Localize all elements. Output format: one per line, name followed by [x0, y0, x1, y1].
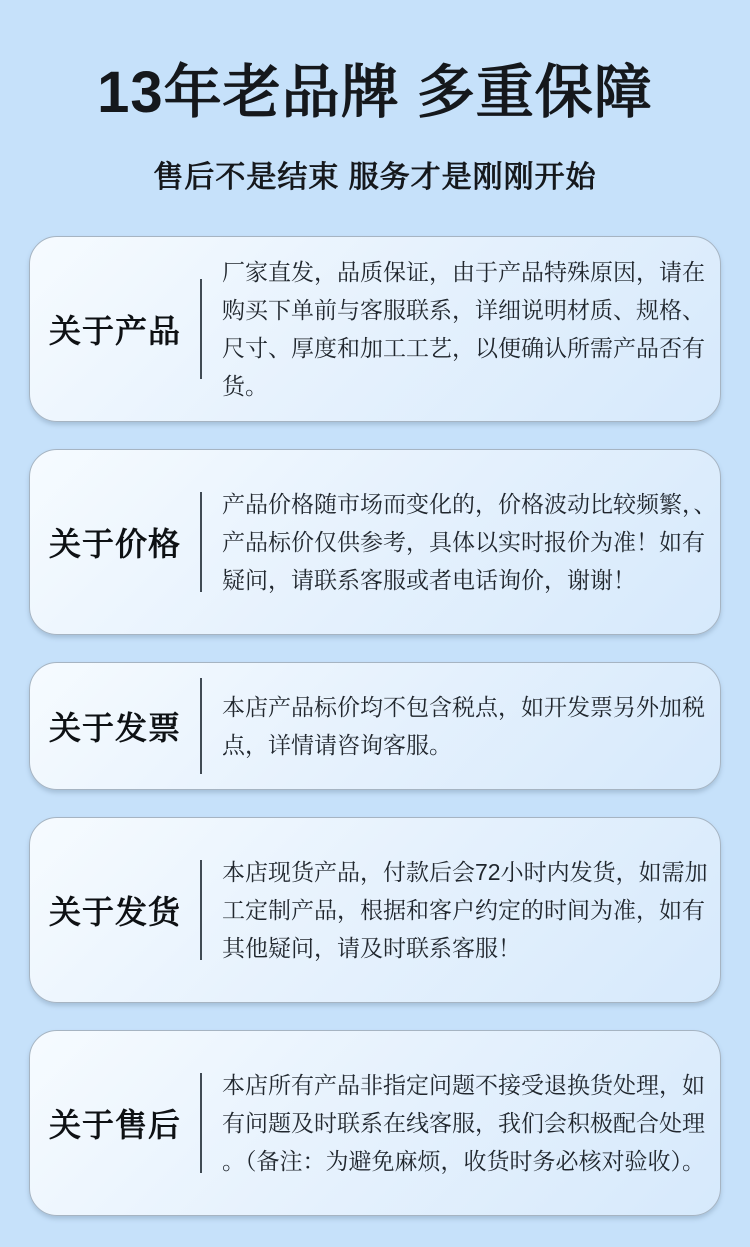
card-text-line: 其他疑问，请及时联系客服！: [222, 935, 521, 961]
card-text-line: 厂家直发，品质保证，由于产品特殊原因，请在: [222, 259, 705, 285]
hero-section: [0, 0, 750, 196]
card-label: 关于发货: [48, 894, 181, 930]
card-about-aftersales: [29, 1030, 721, 1216]
card-text-line: 产品价格随市场而变化的，价格波动比较频繁，、: [222, 491, 717, 517]
card-text: [202, 485, 727, 599]
card-text: [202, 853, 718, 967]
card-text: [202, 253, 715, 405]
card-text-line: 购买下单前与客服联系，详细说明材质、规格、: [222, 297, 705, 323]
card-text-line: 货。: [222, 373, 268, 399]
card-text-line: 疑问，请联系客服或者电话询价，谢谢！: [222, 567, 636, 593]
card-label: 关于发票: [48, 710, 181, 746]
card-about-invoice: [29, 662, 721, 790]
card-label: 关于售后: [48, 1107, 181, 1143]
page-subtitle: 售后不是结束 服务才是刚刚开始: [153, 161, 597, 194]
card-text-line: 有问题及时联系在线客服，我们会积极配合处理: [222, 1110, 705, 1136]
card-about-product: [29, 236, 721, 422]
card-text-line: 本店所有产品非指定问题不接受退换货处理，如: [222, 1072, 705, 1098]
page-title: 13年老品牌 多重保障: [97, 60, 653, 125]
card-text-line: 本店产品标价均不包含税点，如开发票另外加税: [222, 694, 705, 720]
card-text-line: 产品标价仅供参考，具体以实时报价为准！如有: [222, 529, 705, 555]
card-text-line: 本店现货产品，付款后会72小时内发货，如需加: [222, 859, 708, 885]
card-text-line: 点，详情请咨询客服。: [222, 732, 452, 758]
card-text-line: 。（备注：为避免麻烦，收货时务必核对验收）。: [222, 1148, 705, 1174]
card-text-line: 工定制产品，根据和客户约定的时间为准，如有: [222, 897, 705, 923]
guarantee-cards: [0, 236, 750, 1216]
card-text: [202, 688, 715, 764]
card-text: [202, 1066, 715, 1180]
card-about-price: [29, 449, 721, 635]
card-label: 关于产品: [48, 313, 181, 349]
card-label: 关于价格: [48, 526, 181, 562]
card-text-line: 尺寸、厚度和加工工艺，以便确认所需产品否有: [222, 335, 705, 361]
card-about-shipping: [29, 817, 721, 1003]
